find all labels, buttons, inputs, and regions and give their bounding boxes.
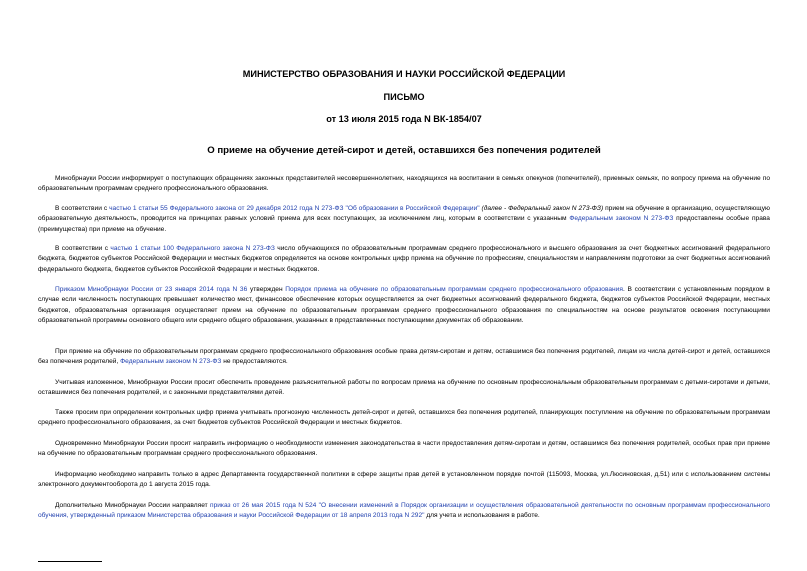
paragraph-4-text-2: . В соответствии с установленным порядком в случае если численность поступающих превышает количество мест, финансовое обеспечение которых осуществляется за счет бюджетных ассигнований федерального бюджета, бюджетов субъектов Российской Федерации, местных бюджетов, образовательная организация осуществляет прием на обучение по образовательным программам среднего профессионального образования по специальностям на основе результатов освоения поступающими образовательной программы основного общего или среднего общего образования, указанных в представленных поступающими документах об образовании.: [38, 286, 770, 324]
paragraph-2-text-3: предоставлены особые права (преимущества) при приеме на обучение.: [38, 215, 770, 233]
link-law-273-2[interactable]: Федеральным законом N 273-ФЗ: [120, 358, 222, 366]
paragraph-5: [38, 347, 770, 368]
paragraph-10-text: Дополнительно Минобрнауки России направляет: [55, 502, 211, 509]
paragraph-10-text-2: для учета и использования в работе.: [424, 512, 540, 520]
document-subject-title: О приеме на обучение детей-сирот и детей, оставшихся без попечения родителей: [207, 145, 601, 156]
ministry-heading: МИНИСТЕРСТВО ОБРАЗОВАНИЯ И НАУКИ РОССИЙСКОЙ ФЕДЕРАЦИИ: [242, 69, 566, 79]
paragraph-8: Одновременно Минобрнауки России просит направить информацию о необходимости изменения законодательства в части предоставления детям-сиротам и детям, оставшимся без попечения родителей, особых прав при приеме на обучение по образовательным программам среднего профессионального образования.: [38, 440, 770, 458]
link-law-273-art100[interactable]: частью 1 статьи 100 Федерального закона N 273-ФЗ: [110, 245, 275, 252]
paragraph-5-text-2: не предоставляются.: [221, 358, 288, 366]
paragraph-4-text: утвержден: [247, 286, 286, 293]
paragraph-2-text-2: прием на обучение в организацию, осуществляющую образовательную деятельность, проводится на принципах равных условий приема для всех поступающих, за исключением лиц, которым в соответствии с указанным: [38, 205, 770, 223]
paragraph-1: Минобрнауки России информирует о поступающих обращениях законных представителей несовершеннолетних, находящихся на воспитании в семьях опекунов (попечителей), приемных семьях, по вопросу приема на обучение по образовательным программам среднего профессионального образования.: [38, 175, 770, 193]
paragraph-10: [38, 501, 770, 522]
paragraph-2-text: В соответствии с: [55, 205, 110, 212]
link-order-524[interactable]: приказ от 26 мая 2015 года N 524 "О внесении изменений в Порядок организации и осуществления образовательной деятельности по основным программам профессионального обучения, утвержденный приказом Министерства образования и науки Российской Федерации от 18 апреля 2013 года N 292": [38, 502, 771, 520]
document-type-heading: ПИСЬМО: [383, 92, 425, 102]
paragraph-9: Информацию необходимо направить только в адрес Департамента государственной политики в сфере защиты прав детей в установленном порядке почтой (115093, Москва, ул.Люсиновская, д.51) или с использованием системы электронного документооборота до 1 августа 2015 года.: [38, 471, 770, 489]
link-order-36[interactable]: Приказом Минобрнауки России от 23 января 2014 года N 36: [55, 286, 248, 293]
link-admission-procedure[interactable]: Порядок приема на обучение по образовательным программам среднего профессионального образования: [285, 286, 623, 293]
link-law-273-art55[interactable]: частью 1 статьи 55 Федерального закона от 29 декабря 2012 года N 273-ФЗ "Об образовании в Российской Федерации": [109, 205, 480, 212]
paragraph-3-text: В соответствии с: [55, 245, 111, 252]
footnote-separator: [38, 561, 102, 562]
paragraph-7: Также просим при определении контрольных цифр приема учитывать прогнозную численность детей-сирот и детей, оставшихся без попечения родителей, планирующих поступление на обучение по образовательным программам среднего профессионального образования, за счет бюджетов субъектов Российской Федерации и местных бюджетов.: [38, 409, 770, 427]
paragraph-3: [38, 244, 770, 275]
paragraph-5-text: При приеме на обучение по образовательным программам среднего профессионального образования особые права детям-сиротам и детям, оставшимся без попечения родителей, лицам из числа детей-сирот и детей, оставшихся без попечения родителей,: [38, 348, 770, 366]
paragraph-2-note: (далее - Федеральный закон N 273-ФЗ): [479, 205, 604, 212]
date-number-heading: от 13 июля 2015 года N ВК-1854/07: [326, 114, 482, 124]
link-law-273[interactable]: Федеральным законом N 273-ФЗ: [569, 215, 674, 223]
paragraph-6: Учитывая изложенное, Минобрнауки России просит обеспечить проведение разъяснительной работы по вопросам приема на обучение по основным профессиональным образовательным программам с детьми-сиротами и детьми, оставшимися без попечения родителей, и с законными представителями детей.: [38, 379, 770, 397]
paragraph-4: [38, 285, 770, 326]
paragraph-2: [38, 204, 770, 235]
paragraph-3-text-2: число обучающихся по образовательным программам среднего профессионального и высшего образования за счет бюджетных ассигнований федерального бюджета, бюджетов субъектов Российской Федерации и местных бюджетов определяется на основе контрольных цифр приема на обучение по профессиям, специальностям и направлениям подготовки за счет бюджетных ассигнований федерального бюджета, бюджетов субъектов Российской Федерации и местных бюджетов.: [38, 245, 771, 273]
